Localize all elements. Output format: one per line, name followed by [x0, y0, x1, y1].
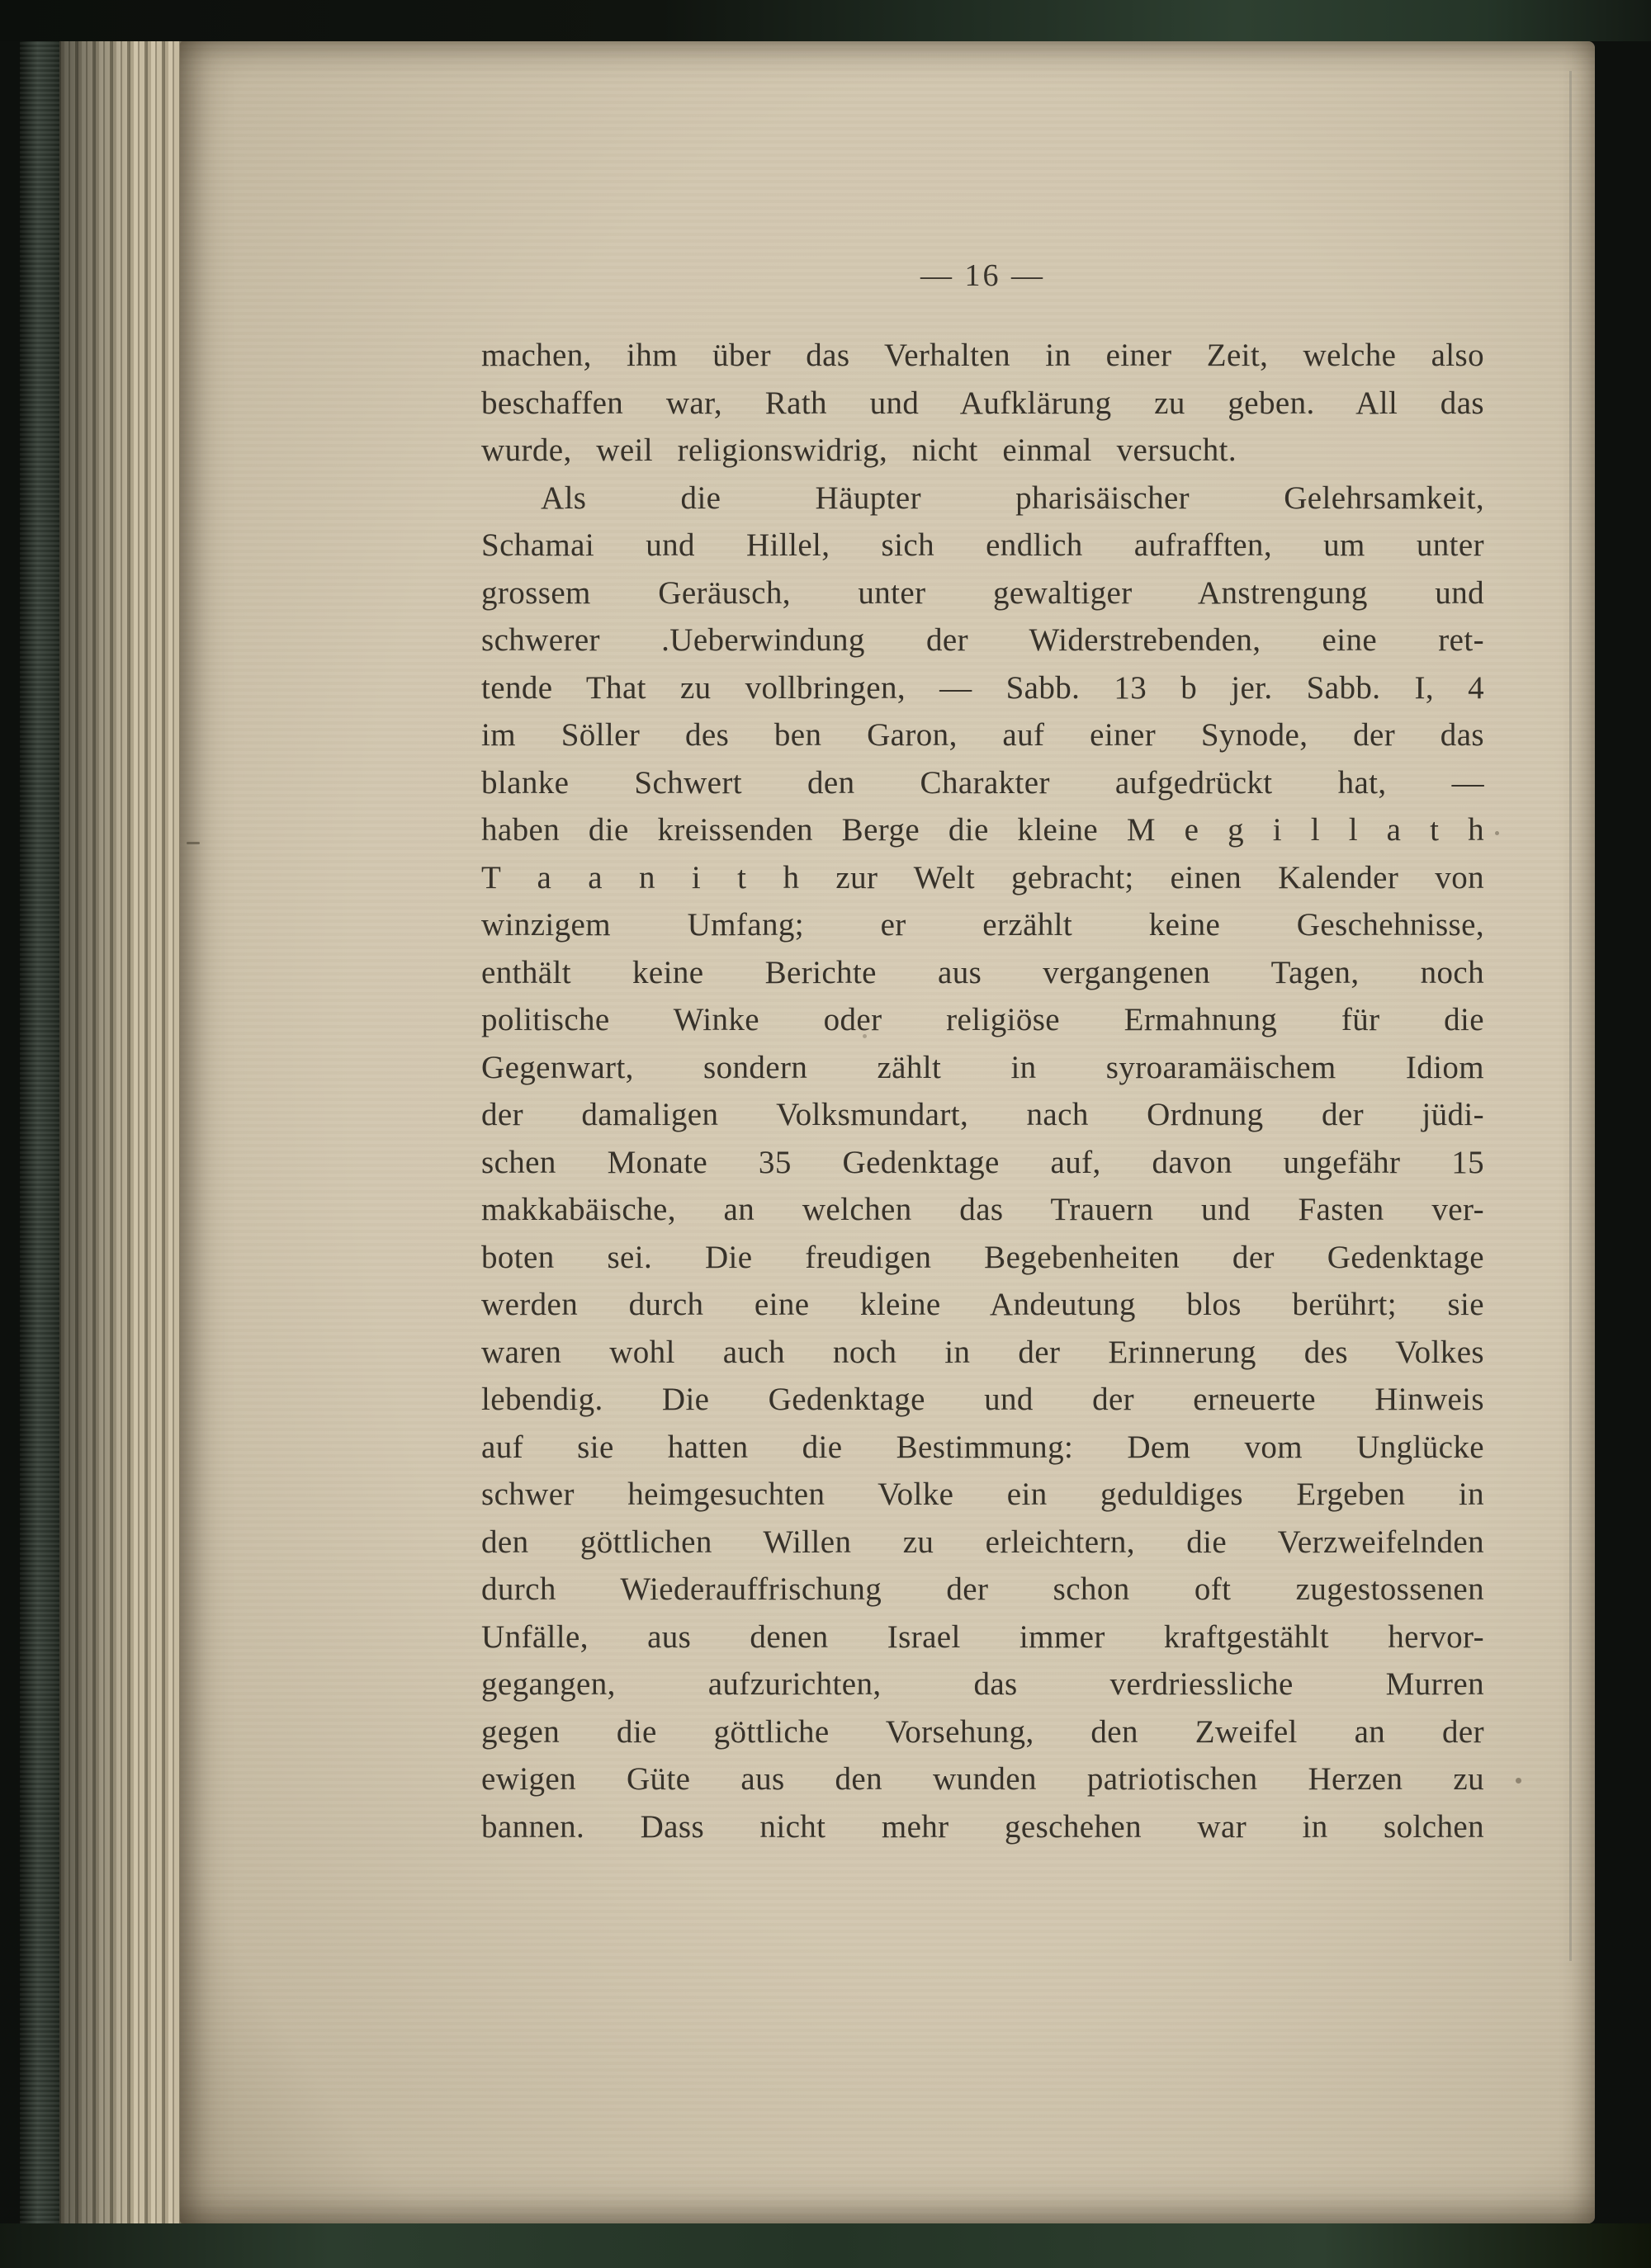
text-line: Unfälle, aus denen Israel immer kraftgestählt hervor-	[481, 1618, 1484, 1655]
text-line: blanke Schwert den Charakter aufgedrückt hat, —	[481, 764, 1484, 801]
text-line: wurde, weil religionswidrig, nicht einmal versucht.	[481, 432, 1237, 468]
text-line: den göttlichen Willen zu erleichtern, die Verzweifelnden	[481, 1524, 1484, 1560]
text-line: Gegenwart, sondern zählt in syroaramäischem Idiom	[481, 1049, 1484, 1085]
text-line: Schamai und Hillel, sich endlich aufrafften, um unter	[481, 527, 1484, 563]
text-line: auf sie hatten die Bestimmung: Dem vom Unglücke	[481, 1429, 1484, 1465]
text-line: schen Monate 35 Gedenktage auf, davon ungefähr 15	[481, 1144, 1484, 1180]
text-line: beschaffen war, Rath und Aufklärung zu geben. All das	[481, 385, 1484, 421]
text-line: durch Wiederauffrischung der schon oft zugestossenen	[481, 1571, 1484, 1607]
text-line: schwer heimgesuchten Volke ein geduldiges Ergeben in	[481, 1477, 1484, 1512]
pencil-mark	[187, 842, 200, 844]
text-line: boten sei. Die freudigen Begebenheiten der Gedenktage	[481, 1239, 1484, 1275]
book-page	[180, 41, 1595, 2223]
text-line: gegen die göttliche Vorsehung, den Zweifel an der	[481, 1713, 1484, 1750]
binding-cloth-bottom	[0, 2223, 1651, 2268]
binding-cloth-top	[0, 0, 1651, 41]
text-line: der damaligen Volksmundart, nach Ordnung der jüdi-	[481, 1097, 1484, 1132]
text-line: T a a n i t h zur Welt gebracht; einen Kalender von	[481, 859, 1484, 895]
text-line: lebendig. Die Gedenktage und der erneuerte Hinweis	[481, 1382, 1484, 1417]
text-line: tende That zu vollbringen, — Sabb. 13 b jer. Sabb. I, 4	[481, 669, 1484, 706]
text-block	[481, 332, 1484, 1850]
text-line: gegangen, aufzurichten, das verdriessliche Murren	[481, 1666, 1484, 1702]
text-line: grossem Geräusch, unter gewaltiger Anstrengung und	[481, 574, 1484, 611]
underlying-page-edge-line	[1569, 71, 1572, 1961]
ink-speck	[0, 0, 2, 2]
text-line: Als die Häupter pharisäischer Gelehrsamkeit,	[541, 480, 1484, 516]
text-line: haben die kreissenden Berge die kleine M e g i l l a t h	[481, 812, 1484, 848]
text-line: enthält keine Berichte aus vergangenen Tagen, noch	[481, 954, 1484, 990]
text-line: machen, ihm über das Verhalten in einer Zeit, welche also	[481, 338, 1484, 373]
page-stack-edges	[59, 36, 198, 2232]
text-line: makkabäische, an welchen das Trauern und Fasten ver-	[481, 1192, 1484, 1227]
text-line: schwerer .Ueberwindung der Widerstrebenden, eine ret-	[481, 622, 1484, 658]
text-line: werden durch eine kleine Andeutung blos berührt; sie	[481, 1287, 1484, 1322]
text-line: im Söller des ben Garon, auf einer Synode, der das	[481, 717, 1484, 753]
text-line: politische Winke oder religiöse Ermahnung für die	[481, 1002, 1484, 1037]
text-line: bannen. Dass nicht mehr geschehen war in solchen	[481, 1808, 1484, 1845]
text-line: ewigen Güte aus den wunden patriotischen Herzen zu	[481, 1761, 1484, 1797]
page-number: — 16 —	[920, 258, 1045, 293]
text-line: waren wohl auch noch in der Erinnerung des Volkes	[481, 1334, 1484, 1370]
text-line: winzigem Umfang; er erzählt keine Geschehnisse,	[481, 907, 1484, 943]
